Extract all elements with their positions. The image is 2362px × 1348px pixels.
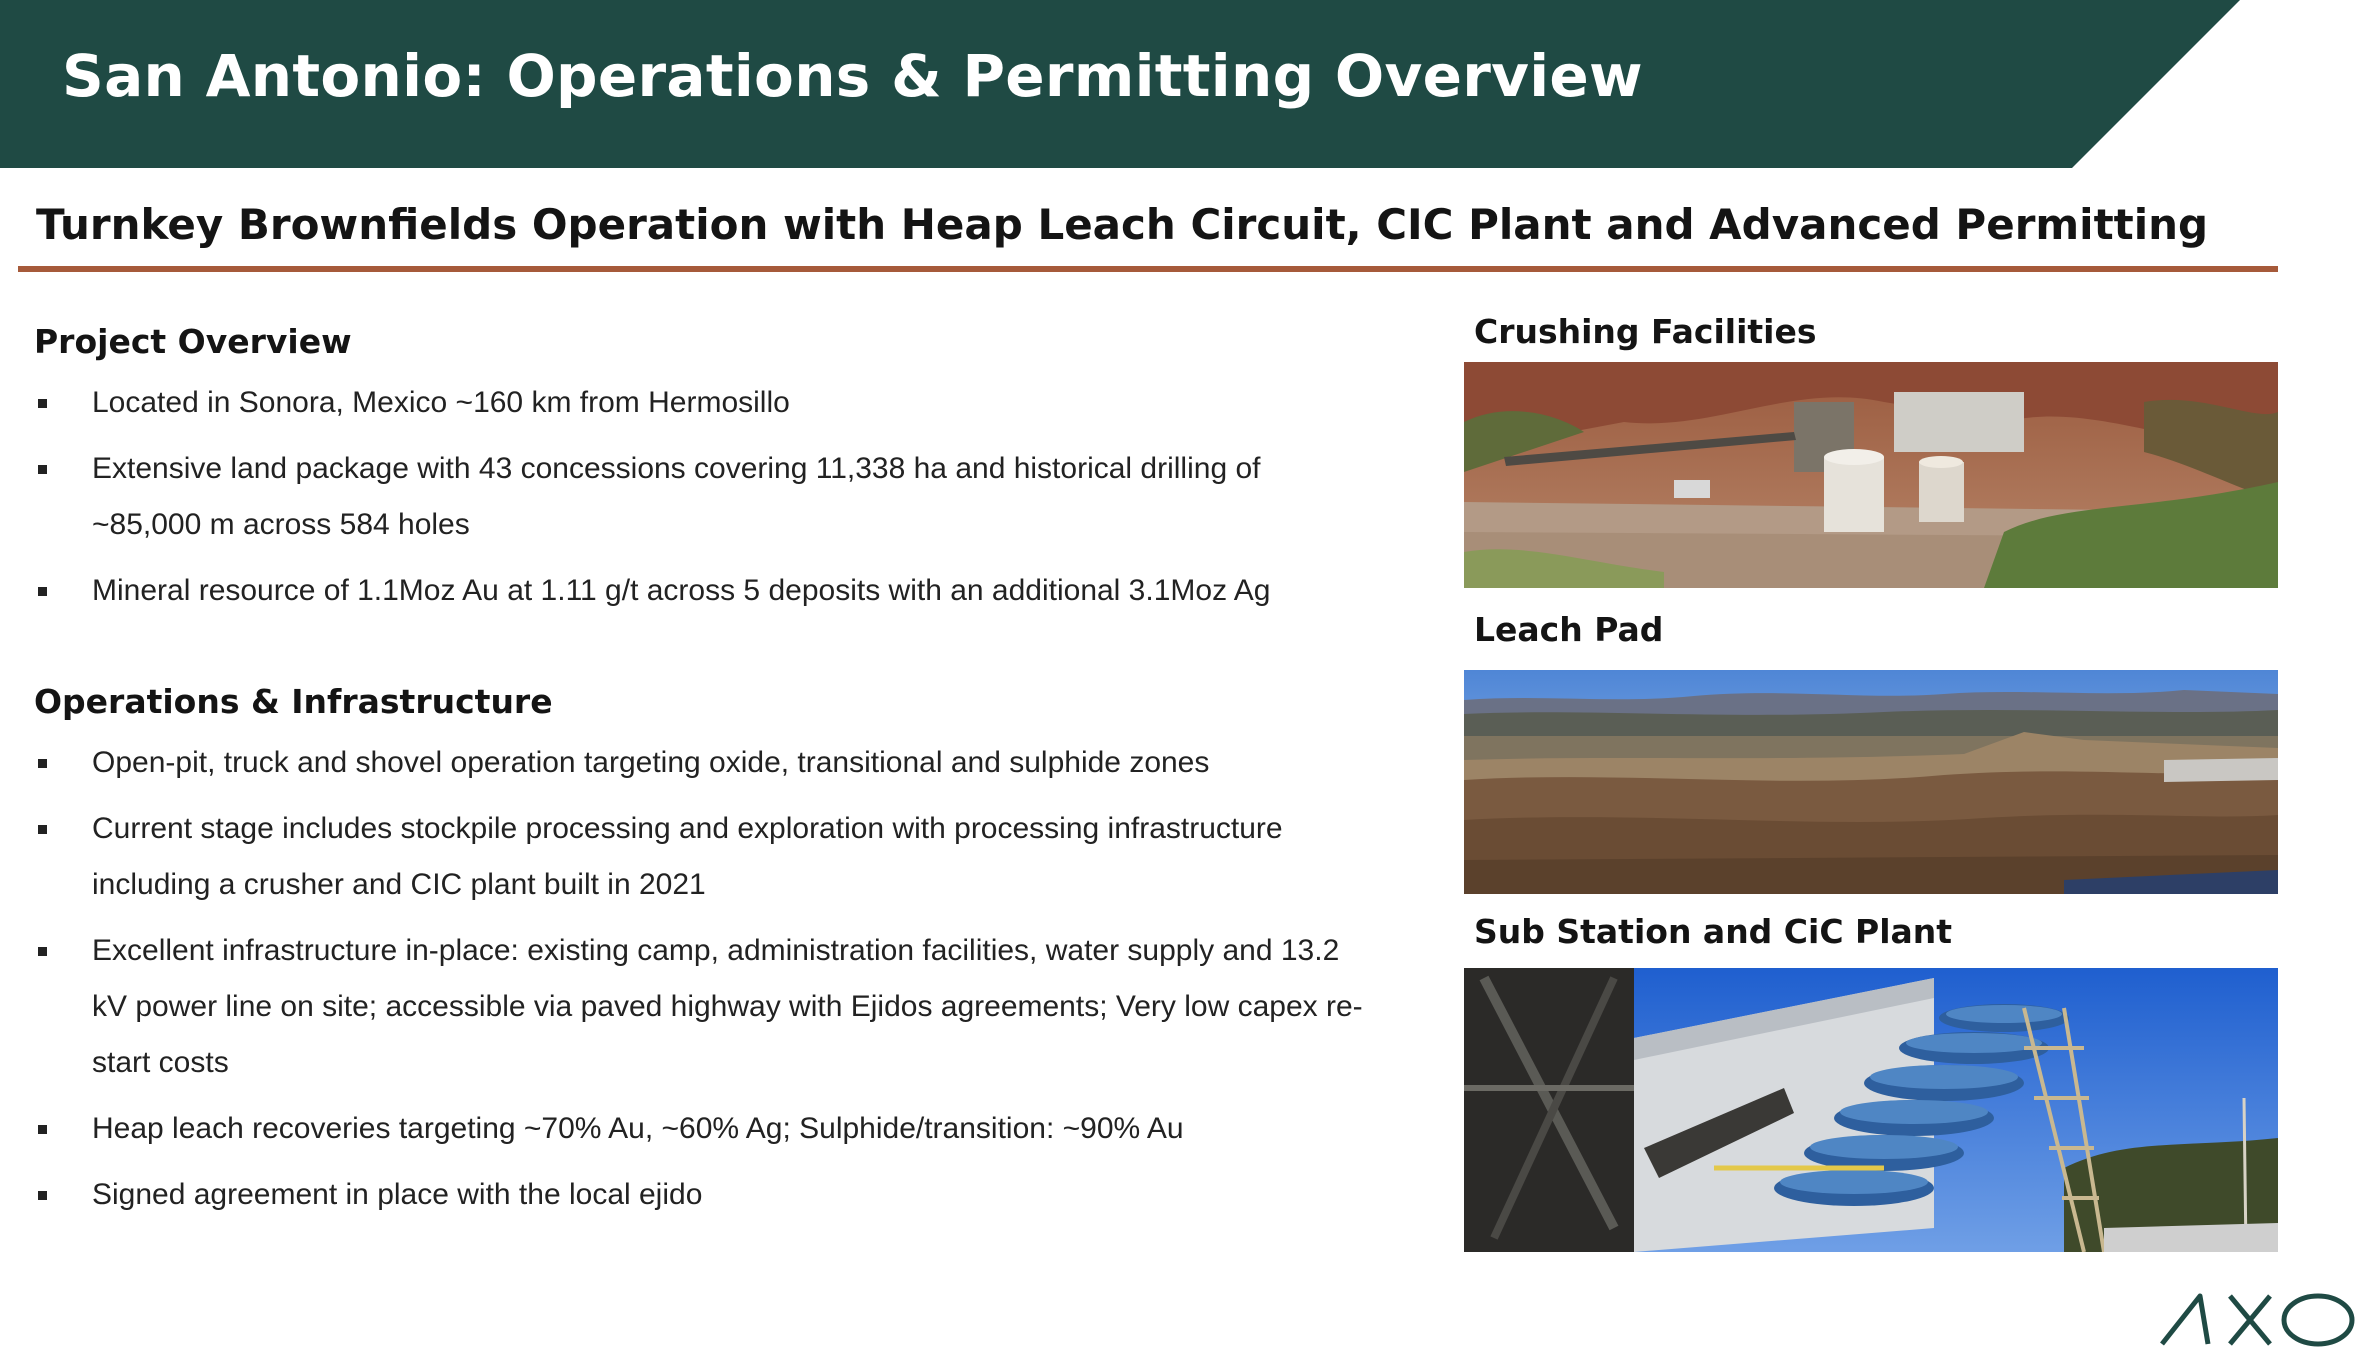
plant-photo [1464, 968, 2278, 1252]
list-item: Excellent infrastructure in-place: existing camp, administration facilities, water supply and 13.2 kV power line on site; accessible via paved highway with Ejidos agreements; Very low capex re-start costs [34, 923, 1364, 1091]
plant-label: Sub Station and CiC Plant [1474, 912, 1953, 951]
crushing-facilities-image [1464, 362, 2278, 588]
list-item: Extensive land package with 43 concessions covering 11,338 ha and historical drilling of ~85,000 m across 584 holes [34, 441, 1364, 553]
project-overview-section [34, 322, 1364, 629]
list-item: Current stage includes stockpile processing and exploration with processing infrastructure including a crusher and CIC plant built in 2021 [34, 801, 1364, 913]
slide-subtitle: Turnkey Brownfields Operation with Heap Leach Circuit, CIC Plant and Advanced Permitting [36, 200, 2209, 249]
project-overview-heading: Project Overview [34, 322, 352, 361]
page-title: San Antonio: Operations & Permitting Overview [62, 42, 1643, 110]
list-item: Heap leach recoveries targeting ~70% Au, ~60% Ag; Sulphide/transition: ~90% Au [34, 1101, 1364, 1157]
crushing-facilities-label: Crushing Facilities [1474, 312, 1817, 351]
operations-section [34, 682, 1364, 1233]
operations-list [34, 735, 1364, 1223]
leach-pad-label: Leach Pad [1474, 610, 1664, 649]
list-item: Open-pit, truck and shovel operation targeting oxide, transitional and sulphide zones [34, 735, 1364, 791]
project-overview-list [34, 375, 1364, 619]
leach-pad-image [1464, 670, 2278, 894]
plant-image [1464, 968, 2278, 1252]
axo-logo [2158, 1290, 2358, 1348]
subtitle-divider [18, 266, 2278, 272]
list-item: Located in Sonora, Mexico ~160 km from Hermosillo [34, 375, 1364, 431]
leach-pad-photo [1464, 670, 2278, 894]
list-item: Signed agreement in place with the local ejido [34, 1167, 1364, 1223]
list-item: Mineral resource of 1.1Moz Au at 1.11 g/t across 5 deposits with an additional 3.1Moz Ag [34, 563, 1364, 619]
operations-heading: Operations & Infrastructure [34, 682, 553, 721]
crushing-facilities-photo [1464, 362, 2278, 588]
